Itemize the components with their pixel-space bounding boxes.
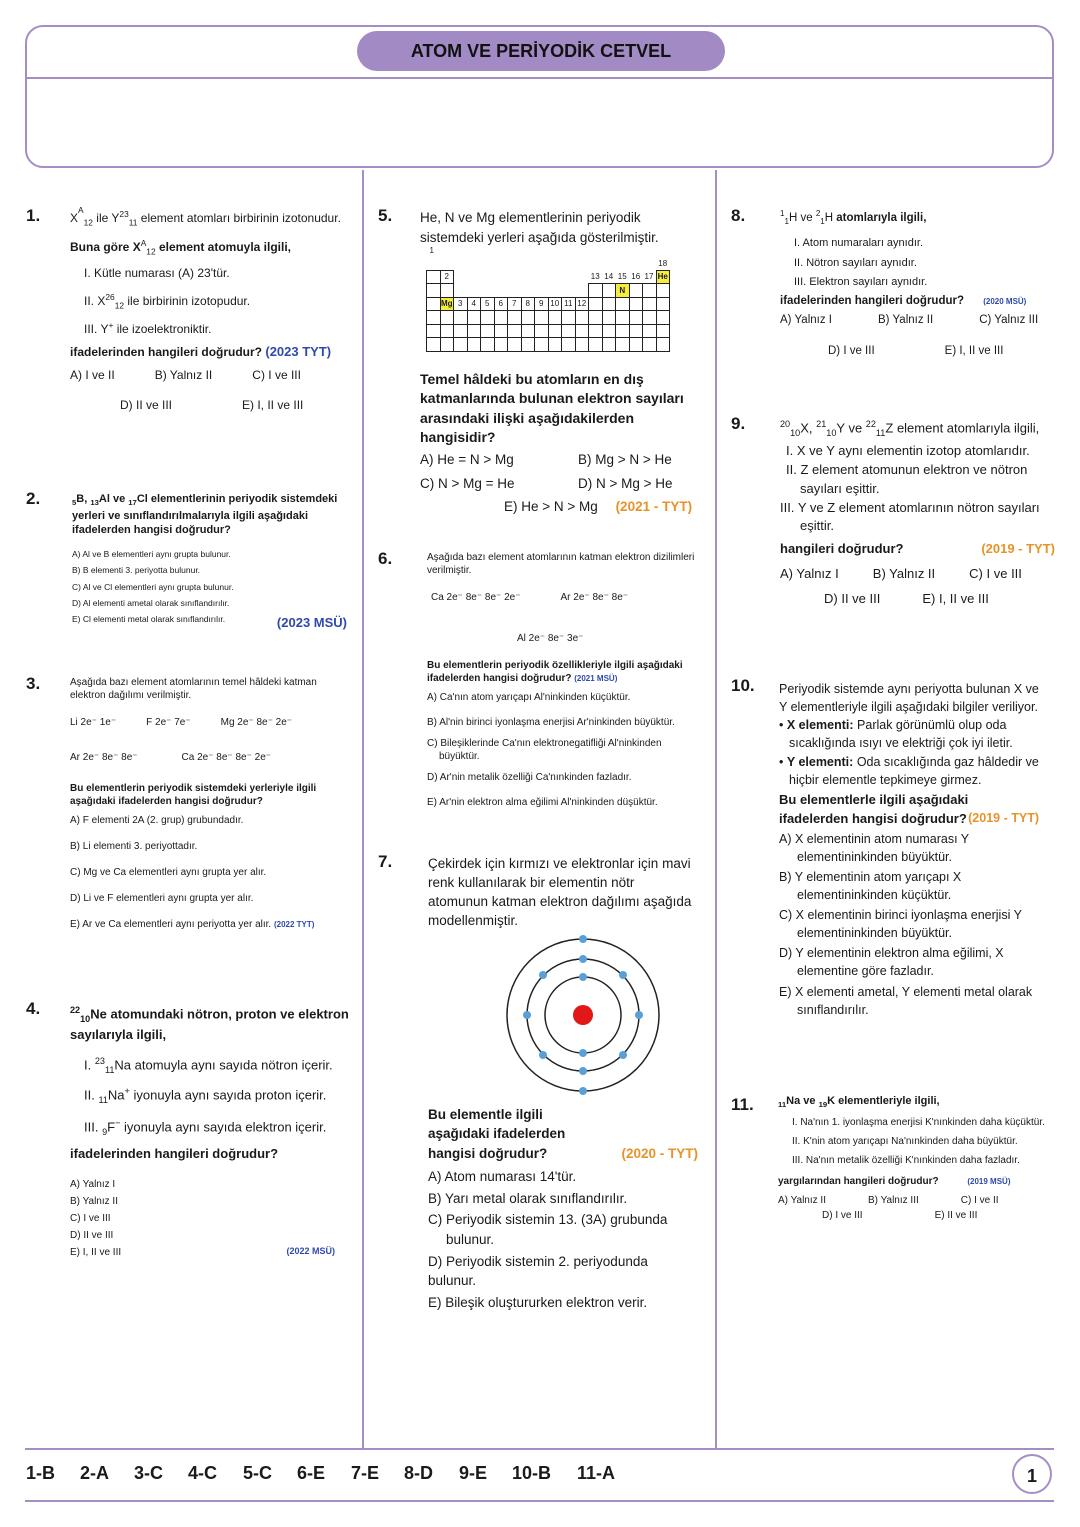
q6-stem: Aşağıda bazı element atomlarının katman elektron dizilimleri verilmiştir. [427,552,695,576]
q10-option-d[interactable]: D) Y elementinin elektron alma eğilimi, X elementine göre fazladır. [779,946,1004,979]
q1-option-b[interactable]: B) Yalnız II [154,368,213,383]
q1-ask: ifadelerinden hangileri doğrudur? [70,344,263,359]
q8-source: (2020 MSÜ) [983,297,1027,307]
q3-option-a[interactable]: A) F elementi 2A (2. grup) grubundadır. [70,815,244,826]
q1: $X^A_{12}$ ile $Y^{23}_{11}$ element atomları birbirinin izotonudur. Buna göre $X^A_{12}$ element atomuyla ilgili, I. Kütle numarası (A) 23'tür. II. $X^{26}_{12}$ ile birbirinin izotopudur. III. Y+ ile izoelektroniktir. ifadelerinden hangileri doğrudur? (2023 TYT) A) I ve II B) Yalnız II C) I ve III D) II ve III E) I, II ve III [70,208,355,414]
q4-ask: ifadelerinden hangileri doğrudur? [70,1146,279,1162]
page-number: 1 [1012,1454,1052,1494]
q8-option-d[interactable]: D) I ve III [828,344,875,357]
q4-option-d[interactable]: D) II ve III [70,1230,114,1242]
q8-ask: ifadelerinden hangileri doğrudur? [780,295,965,308]
q5-option-d[interactable]: D) N > Mg > He [578,475,673,491]
q8: $^1_1$H ve $^2_1$H atomlarıyla ilgili, I. Atom numaraları aynıdır. II. Nötron sayıları aynıdır. III. Elektron sayıları aynıdır. ifadelerinden hangileri doğrudur? (2020 MSÜ) A) Yalnız I B) Yalnız II C) Yalnız III D) I ve III E) I, II ve III [780,208,1060,359]
q1-option-e[interactable]: E) I, II ve III [242,397,304,412]
q5-option-a[interactable]: A) He = N > Mg [420,452,514,467]
periodic-table-grid: 1 18 2 13 14 15 16 17 He N Mg 3 4 5 6 7 8 9 10 11 12 [426,257,670,352]
q11-option-a[interactable]: A) Yalnız II [778,1195,826,1207]
q11-option-e[interactable]: E) II ve III [934,1210,978,1222]
q10-y-text: Oda sıcaklığında gaz hâldedir ve hiçbir elementle tepkimeye girmez. [789,754,1039,787]
q7-stem: Çekirdek için kırmızı ve elektronlar için mavi renk kullanılarak bir elementin nötr atomunun katman elektron dağılımı aşağıda modellenmiştir. [428,856,692,929]
q7-option-d[interactable]: D) Periyodik sistemin 2. periyodunda bulunur. [428,1253,648,1289]
q7-option-b[interactable]: B) Yarı metal olarak sınıflandırılır. [428,1190,628,1206]
q1-option-d[interactable]: D) II ve III [120,397,173,412]
q2-option-e[interactable]: E) Cl elementi metal olarak sınıflandırılır. [72,613,226,624]
q2-number: 2. [26,489,41,508]
q1-option-a[interactable]: A) I ve II [70,368,115,383]
q10-number: 10. [731,676,755,695]
q3-option-b[interactable]: B) Li elementi 3. periyottadır. [70,841,198,852]
q1-s3: ile izoelektroniktir. [116,322,212,337]
q8-stem: atomlarıyla ilgili, [836,211,927,224]
answer-5: 5-C [243,1463,273,1483]
q1-lead: Buna göre [70,239,130,254]
q6-number: 6. [378,549,393,568]
q6 [427,551,702,809]
column-divider-1 [362,170,364,1448]
q9-option-e[interactable]: E) I, II ve III [922,591,989,606]
q2-option-c[interactable]: C) Al ve Cl elementleri aynı grupta bulunur. [72,581,234,592]
footer-line-bottom [25,1500,1054,1502]
q9-s1: I. X ve Y aynı elementin izotop atomlarıdır. [786,443,1030,459]
n-cell: N [616,284,630,298]
q3-ask: Bu elementlerin periyodik sistemdeki yerleriyle ilgili aşağıdaki ifadelerden hangisi doğrudur? [70,783,317,807]
q10-x-text: Parlak görünümlü olup oda sıcaklığında ısıyı ve elektriği çok iyi iletir. [789,718,1013,751]
q5-ask: Temel hâldeki bu atomların en dış katmanlarında bulunan elektron sayıları arasındaki ilişki aşağıdakilerden hangisidir? [420,370,684,446]
q11: $_{11}$Na ve $_{19}$K elementleriyle ilgili, I. Na'nın 1. iyonlaşma enerjisi K'nınkinden daha küçüktür. II. K'nin atom yarıçapı Na'nınkinden daha büyüktür. III. Na'nın metalik özelliği K'nınkinden daha fazladır. yargılarından hangileri doğrudur? (2019 MSÜ) A) Yalnız II B) Yalnız III C) I ve II D) I ve III E) II ve III [778,1094,1058,1222]
q8-s1: I. Atom numaraları aynıdır. [794,236,924,249]
q11-s1: I. Na'nın 1. iyonlaşma enerjisi K'nınkinden daha küçüktür. [792,1117,1045,1129]
q8-option-a[interactable]: A) Yalnız I [780,313,832,326]
q6-ask: Bu elementlerin periyodik özellikleriyle ilgili aşağıdaki ifadelerden hangisi doğrudur? [427,660,683,684]
answer-10: 10-B [512,1463,552,1483]
q3 [70,676,350,938]
q5-option-e[interactable]: E) He > N > Mg [504,499,598,515]
q7-source: (2020 - TYT) [621,1145,698,1161]
q2-option-a[interactable]: A) Al ve B elementleri aynı grupta bulunur. [72,549,231,560]
q10-x-label: X elementi: [786,718,854,733]
q9-option-c[interactable]: C) I ve III [969,566,1022,582]
answer-9: 9-E [459,1463,488,1483]
q7-ask: Bu elementle ilgili aşağıdaki ifadelerden hangisi doğrudur? [428,1106,566,1161]
q11-stem: elementleriyle ilgili, [838,1095,940,1107]
q7-option-a[interactable]: A) Atom numarası 14'tür. [428,1169,577,1185]
q4-s2: iyonuyla aynı sayıda proton içerir. [133,1087,327,1103]
q10-y-label: Y elementi: [786,754,854,769]
q7-number: 7. [378,852,393,871]
q11-option-d[interactable]: D) I ve III [822,1210,863,1222]
q5-number: 5. [378,206,393,225]
he-cell: He [656,270,670,284]
q6-option-a[interactable]: A) Ca'nın atom yarıçapı Al'ninkinden küçüktür. [427,692,631,703]
q1-isotope-x: X [70,211,79,225]
q4-number: 4. [26,999,41,1018]
q6-option-b[interactable]: B) Al'nin birinci iyonlaşma enerjisi Ar'ninkinden büyüktür. [427,717,675,728]
q9: $^{20}_{10}$X, $^{21}_{10}$Y ve $^{22}_{11}$Z element atomlarıyla ilgili, I. X ve Y aynı elementin izotop atomlarıdır. II. Z element atomunun elektron ve nötron sayıları eşittir. III. Y ve Z element atomlarının nötron sayıları eşittir. hangileri doğrudur? (2019 - TYT) A) Yalnız I B) Yalnız II C) I ve III D) II ve III E) I, II ve III [780,418,1055,609]
q1-number: 1. [26,206,41,225]
header-box [25,25,1054,168]
q10: Periyodik sistemde aynı periyotta bulunan X ve Y elementleriyle ilgili aşağıdaki bilgiler veriliyor. • X elementi: Parlak görünümlü olup oda sıcaklığında ısıyı ve elektriği çok iyi iletir. • Y elementi: Oda sıcaklığında gaz hâldedir ve hiçbir elementle tepkimeye girmez. Bu elementlerle ilgili aşağıdaki ifadelerden hangisi doğrudur? (2019 - TYT) A) X elementinin atom numarası Y elementininkinden büyüktür. B) Y elementinin atom yarıçapı X elementininkinden küçüktür. C) X elementinin birinci iyonlaşma enerjisi Y elementininkinden büyüktür. D) Y elementinin elektron alma eğilimi, X elementine göre fazladır. E) X elementi ametal, Y elementi metal olarak sınıflandırılır. [779,680,1039,1019]
q2-option-d[interactable]: D) Al elementi ametal olarak sınıflandırılır. [72,597,230,608]
answer-8: 8-D [404,1463,434,1483]
q3-shells-row2: Ar 2e⁻ 8e⁻ 8e⁻ Ca 2e⁻ 8e⁻ 8e⁻ 2e⁻ [70,752,272,763]
atom-model [503,935,663,1095]
q7 [428,854,698,1312]
q2-option-b[interactable]: B) B elementi 3. periyotta bulunur. [72,565,201,576]
answer-2: 2-A [80,1463,110,1483]
q1-source: (2023 TYT) [265,343,332,359]
q5-option-b[interactable]: B) Mg > N > He [578,452,672,467]
q4-source: (2022 MSÜ) [286,1246,335,1257]
q9-stem: element atomlarıyla ilgili, [896,420,1040,436]
answer-1: 1-B [26,1463,56,1483]
q4: $^{22}_{10}$Ne atomundaki nötron, proton ve elektron sayılarıyla ilgili, I. $^{23}_{11}$Na atomuyla aynı sayıda nötron içerir. II. $_{11}$Na+ iyonuyla aynı sayıda proton içerir. III. $_9$F− iyonuyla aynı sayıda elektron içerir. ifadelerinden hangileri doğrudur? A) Yalnız I B) Yalnız II C) I ve III D) II ve III E) I, II ve III (2022 MSÜ) [70,1004,355,1261]
q11-s2: II. K'nin atom yarıçapı Na'nınkinden daha büyüktür. [792,1136,1018,1148]
q10-ask: Bu elementlerle ilgili aşağıdaki ifadelerden hangisi doğrudur? [779,791,969,826]
q3-option-e[interactable]: E) Ar ve Ca elementleri aynı periyotta yer alır. [70,919,272,930]
q11-s3: III. Na'nın metalik özelliği K'nınkinden daha fazladır. [792,1155,1020,1167]
q5-stem: He, N ve Mg elementlerinin periyodik sistemdeki yerleri aşağıda gösterilmiştir. [420,210,659,245]
q5-periodic-table [426,246,702,352]
q11-option-b[interactable]: B) Yalnız III [867,1195,919,1207]
q3-stem: Aşağıda bazı element atomlarının temel hâldeki katman elektron dağılımı verilmiştir. [70,677,317,701]
q9-source: (2019 - TYT) [981,541,1055,557]
q8-s3: III. Elektron sayıları aynıdır. [794,276,928,289]
q6-shells-row1: Ca 2e⁻ 8e⁻ 8e⁻ 2e⁻ Ar 2e⁻ 8e⁻ 8e⁻ [431,592,629,603]
q9-option-b[interactable]: B) Yalnız II [872,566,936,582]
q8-number: 8. [731,206,746,225]
q1-s2: ile birbirinin izotopudur. [127,293,251,308]
q7-option-e[interactable]: E) Bileşik oluştururken elektron verir. [428,1294,648,1310]
q1-lead2: element atomuyla ilgili, [158,239,292,254]
q9-s3: III. Y ve Z element atomlarının nötron sayıları eşittir. [780,499,1040,534]
q1-s1: I. Kütle numarası (A) 23'tür. [84,266,230,281]
q4-option-c[interactable]: C) I ve III [70,1213,111,1225]
q5-source: (2021 - TYT) [615,499,693,515]
answer-3: 3-C [134,1463,164,1483]
q4-option-a[interactable]: A) Yalnız I [70,1179,116,1191]
q10-option-a[interactable]: A) X elementinin atom numarası Y elementininkinden büyüktür. [779,831,969,864]
q1-option-c[interactable]: C) I ve III [252,368,301,383]
q8-option-c[interactable]: C) Yalnız III [979,313,1039,326]
q4-option-b[interactable]: B) Yalnız II [70,1196,118,1208]
footer-line-top [25,1448,1054,1450]
q2-source: (2023 MSÜ) [276,614,347,630]
q8-option-b[interactable]: B) Yalnız II [878,313,934,326]
mg-cell: Mg [440,297,454,311]
header-divider [27,77,1052,79]
q4-s1: Na atomuyla aynı sayıda nötron içerir. [114,1057,333,1073]
q10-option-e[interactable]: E) X elementi ametal, Y elementi metal olarak sınıflandırılır. [779,984,1033,1017]
page-title: ATOM VE PERİYODİK CETVEL [357,31,725,71]
q5-option-c[interactable]: C) N > Mg = He [420,475,515,491]
answer-7: 7-E [351,1463,380,1483]
q6-option-d[interactable]: D) Ar'nin metalik özelliği Ca'nınkinden fazladır. [427,772,632,783]
q7-option-c[interactable]: C) Periyodik sistemin 13. (3A) grubunda bulunur. [428,1212,668,1247]
q3-number: 3. [26,674,41,693]
q9-number: 9. [731,414,746,433]
q4-option-e[interactable]: E) I, II ve III [70,1247,122,1259]
q2-stem: elementlerinin periyodik sistemdeki yerleri ve sınıflandırılmalarıyla ilgili aşağıdaki ifadelerden hangisi doğrudur? [72,493,338,537]
q11-ask: yargılarından hangileri doğrudur? [778,1176,939,1188]
q6-shells-row2: Al 2e⁻ 8e⁻ 3e⁻ [517,633,584,644]
answer-11: 11-A [577,1463,616,1483]
q8-s2: II. Nötron sayıları aynıdır. [794,256,917,269]
q11-option-c[interactable]: C) I ve II [960,1195,999,1207]
q1-stem: element atomları birbirinin izotonudur. [140,211,341,225]
q10-stem: Periyodik sistemde aynı periyotta bulunan X ve Y elementleriyle ilgili aşağıdaki bilgiler veriliyor. [779,682,1039,715]
q10-option-b[interactable]: B) Y elementinin atom yarıçapı X elementininkinden küçüktür. [779,869,962,902]
q9-option-a[interactable]: A) Yalnız I [780,566,839,582]
q11-number: 11. [731,1095,754,1114]
q4-stem: Ne atomundaki nötron, proton ve elektron sayılarıyla ilgili, [70,1006,349,1043]
q4-s3: iyonuyla aynı sayıda elektron içerir. [124,1119,327,1135]
q9-s2: II. Z element atomunun elektron ve nötron sayıları eşittir. [786,461,1028,496]
nucleus [573,1005,593,1025]
q8-option-e[interactable]: E) I, II ve III [944,344,1004,357]
q5 [420,208,702,517]
q3-option-c[interactable]: C) Mg ve Ca elementleri aynı grupta yer alır. [70,867,267,878]
answer-4: 4-C [188,1463,218,1483]
q10-source: (2019 - TYT) [968,811,1039,826]
q6-option-e[interactable]: E) Ar'nin elektron alma eğilimi Al'ninkinden düşüktür. [427,797,658,808]
column-divider-2 [715,170,717,1448]
q9-option-d[interactable]: D) II ve III [824,591,881,606]
q6-source: (2021 MSÜ) [574,674,618,683]
answer-6: 6-E [297,1463,326,1483]
q3-shells-row1: Li 2e⁻ 1e⁻ F 2e⁻ 7e⁻ Mg 2e⁻ 8e⁻ 2e⁻ [70,717,293,728]
q3-option-d[interactable]: D) Li ve F elementleri aynı grupta yer alır. [70,893,254,904]
q3-source: (2022 TYT) [273,920,315,929]
q6-option-c[interactable]: C) Bileşiklerinde Ca'nın elektronegatifliği Al'ninkinden büyüktür. [427,738,662,762]
q11-source: (2019 MSÜ) [967,1177,1011,1187]
q9-ask: hangileri doğrudur? [780,541,904,557]
q10-option-c[interactable]: C) X elementinin birinci iyonlaşma enerjisi Y elementininkinden büyüktür. [779,908,1022,941]
q2: $_5$B, $_{13}$Al ve $_{17}$Cl elementlerinin periyodik sistemdeki yerleri ve sınıflandırılmalarıyla ilgili aşağıdaki ifadelerden hangisi doğrudur? A) Al ve B elementleri aynı grupta bulunur. B) B elementi 3. periyotta bulunur. C) Al ve Cl elementleri aynı grupta bulunur. D) Al elementi ametal olarak sınıflandırılır. E) Cl elementi metal olarak sınıflandırılır. (2023 MSÜ) [72,492,347,636]
